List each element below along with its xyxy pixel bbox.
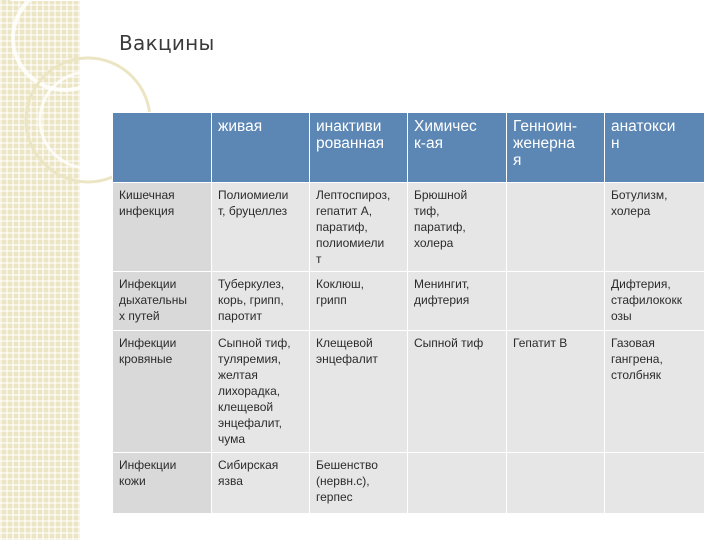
table-cell (408, 453, 507, 514)
table-row (113, 272, 705, 331)
table-cell: Дифтерия, стафилококк озы (605, 272, 705, 331)
slide-title: Вакцины (119, 31, 215, 55)
table-cell: Гепатит В (507, 331, 605, 453)
row-label: Кишечная инфекция (113, 183, 212, 272)
header-cell-inactivated: инактиви рованная (310, 113, 408, 183)
table-cell: Полиомиели т, бруцеллез (212, 183, 310, 272)
table-cell: Лептоспироз, гепатит А, паратиф, полиомиели т (310, 183, 408, 272)
table-cell: Клещевой энцефалит (310, 331, 408, 453)
row-label: Инфекции дыхательны х путей (113, 272, 212, 331)
table-cell: Брюшной тиф, паратиф, холера (408, 183, 507, 272)
table-header-row (113, 113, 705, 183)
table-cell: Сибирская язва (212, 453, 310, 514)
header-cell-toxoid: анатокси н (605, 113, 705, 183)
table-cell: Туберкулез, корь, грипп, паротит (212, 272, 310, 331)
header-cell-live: живая (212, 113, 310, 183)
table-cell (507, 453, 605, 514)
table-cell: Менингит, дифтерия (408, 272, 507, 331)
table-cell: Бешенство (нервн.с), герпес (310, 453, 408, 514)
table-cell: Ботулизм, холера (605, 183, 705, 272)
table-cell (507, 272, 605, 331)
row-label: Инфекции кровяные (113, 331, 212, 453)
header-cell-empty (113, 113, 212, 183)
header-cell-chemical: Химичес к-ая (408, 113, 507, 183)
table-row (113, 331, 705, 453)
table-cell: Газовая гангрена, столбняк (605, 331, 705, 453)
row-label: Инфекции кожи (113, 453, 212, 514)
table-cell: Коклюш, грипп (310, 272, 408, 331)
table-cell: Сыпной тиф, туляремия, желтая лихорадка, клещевой энцефалит, чума (212, 331, 310, 453)
header-cell-genetic: Генноин- женерна я (507, 113, 605, 183)
table-cell (605, 453, 705, 514)
vaccine-table (112, 112, 705, 514)
table-cell: Сыпной тиф (408, 331, 507, 453)
table-row (113, 453, 705, 514)
table-row (113, 183, 705, 272)
table-cell (507, 183, 605, 272)
